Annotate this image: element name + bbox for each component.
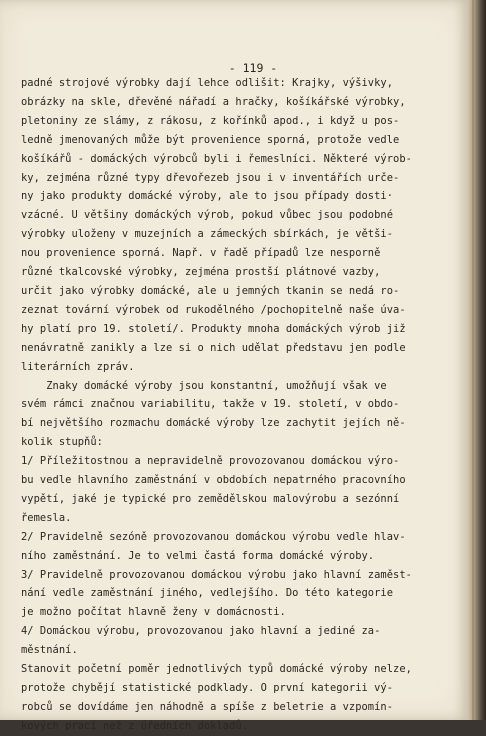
text-line: vzácné. U většiny domáckých výrob, pokud vůbec jsou podobné — [21, 209, 394, 222]
text-line: Stanovit početní poměr jednotlivých typů domácké výroby nelze, — [21, 663, 412, 676]
text-line: bu vedle hlavního zaměstnání v obdobích nepatrného pracovního — [21, 474, 406, 487]
page-number: - 119 - — [228, 61, 278, 75]
text-line: svém rámci značnou variabilitu, takže v 19. století, v obdo- — [21, 398, 400, 411]
text-line: robců se dovídáme jen náhodně a spíše z beletrie a vzpomín- — [21, 700, 394, 713]
text-line: výrobky uloženy v muzejních a zámeckých sbírkách, je větši- — [21, 228, 394, 241]
text-line: 1/ Příležitostnou a nepravidelně provozovanou domáckou výro- — [21, 455, 400, 468]
text-line: 4/ Domáckou výrobu, provozovanou jako hlavní a jediné za- — [21, 625, 381, 638]
text-line: nání vedle zaměstnání jiného, vedlejšího. Do této kategorie — [21, 587, 394, 600]
text-line: řemesla. — [21, 511, 72, 524]
text-line: městnání. — [21, 644, 78, 657]
text-line: zeznat tovární výrobek od rukodělného /pochopitelně naše úva- — [21, 303, 406, 316]
text-line: nou provenience sporná. Např. v řadě případů lze nesporně — [21, 247, 381, 260]
text-line: určit jako výrobky domácké, ale u jemných tkanin se nedá ro- — [21, 284, 400, 297]
text-line: ky, zejména různé typy dřevořezeb jsou i v inventářích urče- — [21, 171, 400, 184]
text-line: ledně jmenovaných může být provenience sporná, protože vedle — [21, 133, 400, 146]
text-line: literárních zpráv. — [21, 360, 135, 373]
text-line: protože chybějí statistické podklady. O první kategorii vý- — [21, 682, 394, 694]
body-text — [21, 74, 461, 736]
text-line: Znaky domácké výroby jsou konstantní, umožňují však ve — [21, 379, 387, 392]
text-line: obrázky na skle, dřevěné nářadí a hračky, košíkářské výrobky, — [21, 95, 406, 108]
text-line: kových prací než z úředních dokladů. — [21, 719, 249, 732]
text-line: je možno počítat hlavně ženy v domácnosti. — [21, 606, 286, 619]
text-line: košíkářů - domáckých výrobců byli i řemeslníci. Některé výrob- — [21, 152, 412, 165]
text-line: kolik stupňů: — [21, 436, 103, 449]
text-line: nenávratně zanikly a lze si o nich udělat představu jen podle — [21, 341, 406, 354]
text-line: padné strojové výrobky dají lehce odlišit: Krajky, výšivky, — [21, 77, 394, 89]
text-line: 2/ Pravidelně sezóně provozovanou domáckou výrobu vedle hlav- — [21, 530, 406, 543]
text-line: vypětí, jaké je typické pro zemědělskou malovýrobu a sezónní — [21, 492, 400, 505]
text-line: ny jako produkty domácké výroby, ale to jsou případy dosti· — [21, 190, 394, 203]
text-line: ního zaměstnání. Je to velmi častá forma domácké výroby. — [21, 549, 375, 562]
text-line: 3/ Pravidelně provozovanou domáckou výrobu jako hlavní zaměst- — [21, 568, 412, 581]
text-line: bí největšího rozmachu domácké výroby lze zachytit jejích ně- — [21, 417, 406, 430]
text-line: pletoniny ze slámy, z rákosu, z kořínků apod., i když u pos- — [21, 114, 400, 127]
text-line: různé tkalcovské výrobky, zejména prostší plátnové vazby, — [21, 266, 381, 279]
text-line: hy platí pro 19. století/. Produkty mnoha domáckých výrob již — [21, 322, 406, 335]
page-edge — [468, 0, 486, 720]
